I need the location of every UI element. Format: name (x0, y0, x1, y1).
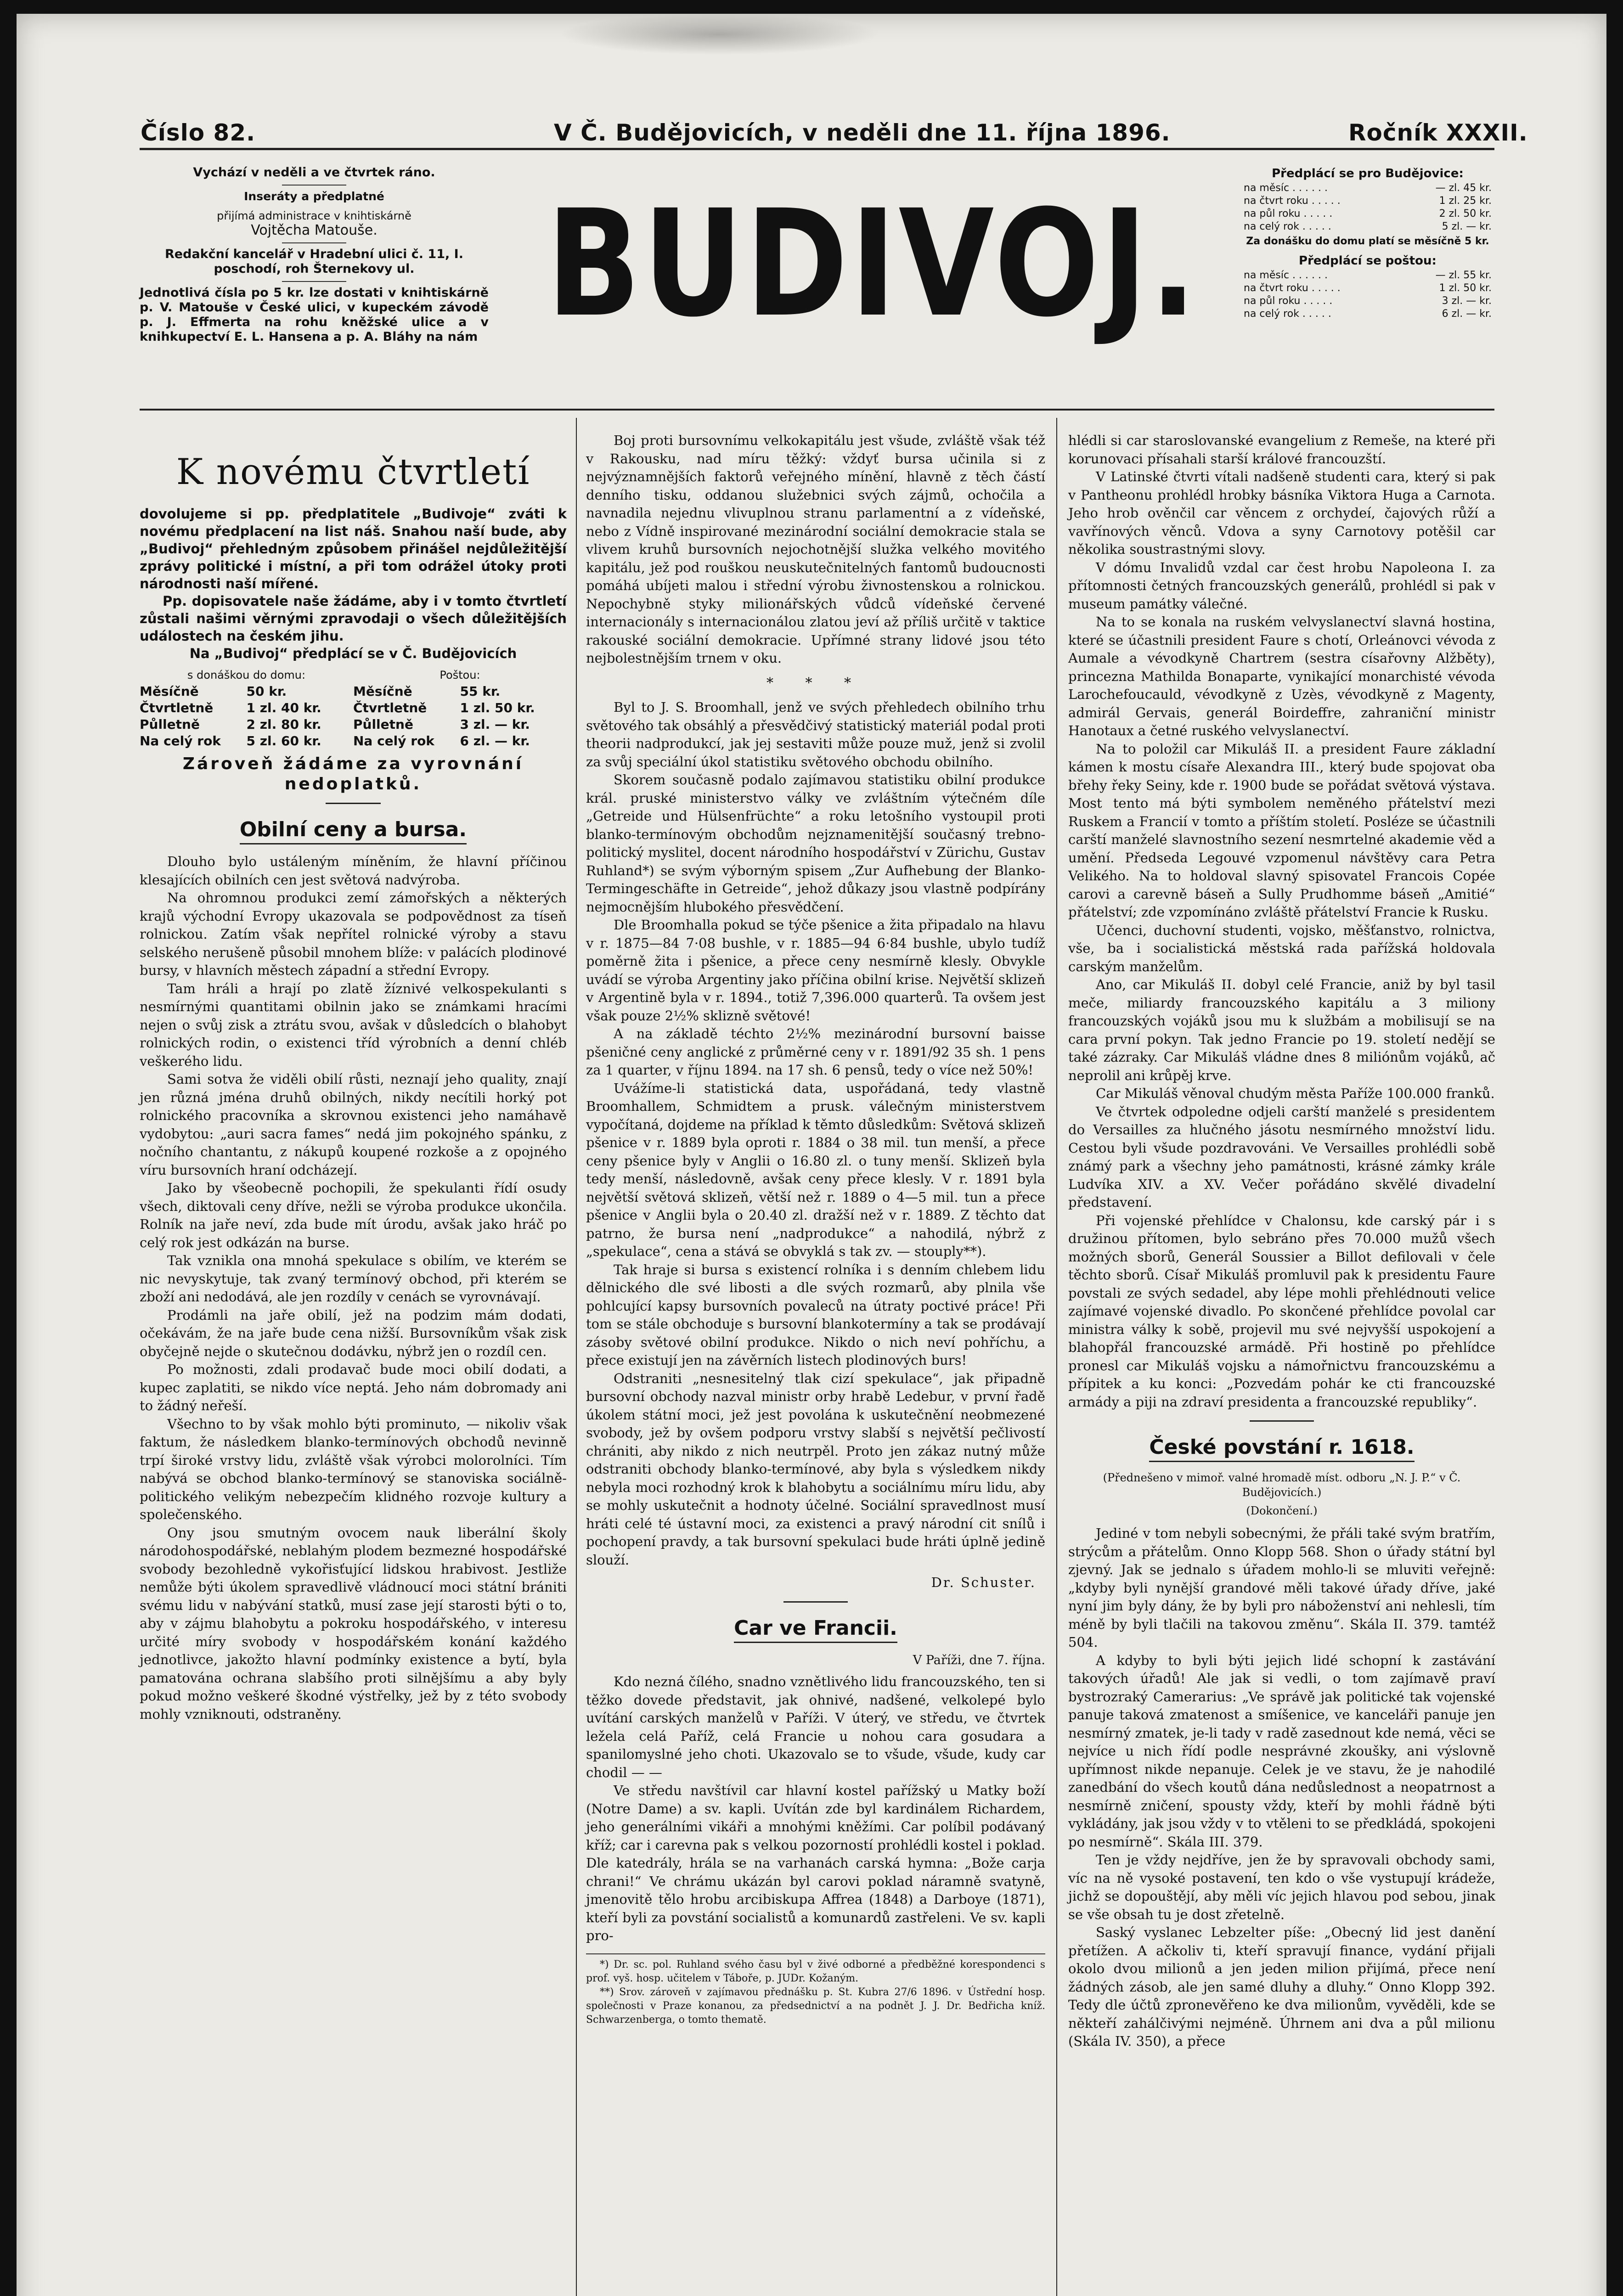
subscription-title: K novému čtvrtletí (176, 451, 530, 493)
footnote: *) Dr. sc. pol. Ruhland svého času byl v živé odborné a předběžné korespondenci s prof. vyš. hosp. učitelem v Táboře, p. JUDr. Kožaným. (586, 1958, 1045, 1984)
price-row (1244, 282, 1492, 295)
czar-article-title (586, 1616, 1045, 1640)
section-divider (783, 1601, 848, 1603)
article-paragraph: Ano, car Mikuláš II. dobyl celé Francie, aniž by byl tasil meče, miliardy francouzského kapitálu a 3 miliony francouzských vojáků jsou mu k službám a mobilisují se na cara první pokyn. Tak jedno Francie po 19. století nedějí se také zázraky. Car Mikuláš vládne dnes 8 miliónům vojáků, ač neprolil ani krůpěj krve. (1068, 977, 1495, 1083)
price-table-row (140, 700, 567, 716)
divider (282, 242, 346, 243)
czar-article-body (586, 1673, 1045, 1945)
post-price-list (1244, 269, 1492, 321)
price-row (1244, 220, 1492, 233)
price-row (1244, 269, 1492, 282)
appeal-call: Na „Budivoj“ předplácí se v Č. Budějovicích (189, 646, 517, 661)
article-paragraph: V Latinské čtvrti vítali nadšeně studenti cara, který si pak v Pantheonu prohlédl hrobky básníka Viktora Huga a Carnota. Jeho hrob ověnčil car věncem z orchydeí, čajových růží a vavřínových věnců. Vdova a syny Carnotovy potěšil car několika soustrastnými slovy. (1068, 469, 1495, 557)
article-paragraph: Na to položil car Mikuláš II. a president Faure základní kámen k mostu císaře Alexandra III., který bude spojovat oba břehy řeky Seiny, kde r. 1900 bude se pořádat světová výstava. Most tento má býti symbolem neměného přátelství mezi Ruskem a Francií v tomto a příštím století. Posléze se účastnili carští manželé slavnostního sezení nesmrtelné akademie věd a umění. Předseda Legouvé vzpomenul návštěvy cara Petra Velikého. Na to holdoval slavný spisovatel Francois Copée carovi a carevně báseň a Sully Prudhomme báseň „Amitié“ přátelství; zde vzpomínáno zvláště přátelství Francie k Rusku. (1068, 741, 1495, 920)
article-paragraph: Dle Broomhalla pokud se týče pšenice a žita připadalo na hlavu v r. 1875—84 7·08 bushle, v r. 1885—94 6·84 bushle, ubylo tudíž poměrně žita i pšenice, a přece ceny nesmírně klesly. Obvykle uvádí se výroba Argentiny jako příčina obilní krise. Největší sklizeň v Argentině byla v r. 1894., totiž 7,396.000 quarterů. Ta ovšem jest však pouze 2½% sklizně světové! (586, 917, 1045, 1024)
price-rows (140, 683, 567, 749)
article-paragraph: Boj proti bursovnímu velkokapitálu jest všude, zvláště však též v Rakousku, nad míru těžký: vždyť bursa učinila si z nejvýznamnějších faktorů veřejného mínění, hlavně z těch částí denního tisku, oddanou služebnici svých zájmů, ochočila a navnadila nejednu vlivuplnou stranu parlamentní a z vídeňské, nebo z Vídně inspirované mezinárodní sociální demokracie stala se vlivem kruhů bursovních nejochotnější služka velkého movitého kapitálu, jež pod rouškou neuskutečnitelných fantomů budoucnosti pomáhá ubíjeti malou i střední výrobu živnostenskou a rolnickou. Nepochybně styky milionářských vůdců vídeňské červené internacionály s internacionálou zlatou jeví až příliš určitě v taktice rakouské sociální demokracie. Upřímné strany lidové jsou této nejbolestnějším trnem v oku. (586, 433, 1045, 666)
author-signature: Dr. Schuster. (931, 1575, 1036, 1590)
article-paragraph: Jediné v tom nebyli sobecnými, že přáli také svým bratřím, strýcům a přátelům. Onno Klopp 568. Shon o úřady státní byl zjevný. Jak se jednalo s úřadem mohlo-li se mluviti veřejně: „kdyby byli nynější grandové měli takové úřady dříve, jaké nyní jim byly dány, že by byli pro náboženství ani nehlesli, tím méně by byli tlačili na takovou změnu“. Skála II. 379. tamtéž 504. (1068, 1525, 1495, 1650)
article-paragraph: Na to se konala na ruském velvyslanectví slavná hostina, které se účastnili president Faure s chotí, Orleánovci vévoda z Aumale a vévodkyně Chartrem (sestra císařovny Alžběty), princezna Mathilda Bonaparte, vynikající monarchisté vévoda Larochefoucauld, vévodkyně z Uzès, vévodkyně z Magenty, admirál Gervais, generál Boirdeffre, zahraniční ministr Hanotaux a četné ruského velvyslanectví. (1068, 614, 1495, 738)
price-value: 2 zl. 50 kr. (1439, 208, 1492, 219)
price-table-row (140, 716, 567, 733)
divider (282, 185, 346, 186)
price-table-row (140, 683, 567, 700)
article-paragraph: Byl to J. S. Broomhall, jenž ve svých přehledech obilního trhu světového tak obsáhlý a přesvědčivý statistický materiál podal proti theorii nadprodukcí, jak jej sestaviti může pouze muž, jenž si zvolil za svůj speciální úkol statistiku světového obchodu obilního. (586, 699, 1045, 770)
price-amount: 1 zl. 50 kr. (460, 700, 535, 715)
price-amount: 50 kr. (246, 684, 287, 699)
header-rule (140, 148, 1494, 150)
header-dateline: V Č. Budějovicích, v neděli dne 11. října 1896. (554, 119, 1171, 146)
printer-name: Vojtěcha Matouše. (251, 222, 378, 238)
article-paragraph: Kdo nezná čílého, snadno vznětlivého lidu francouzského, ten si těžko dovede představit, jak ohnivé, nadšené, velkolepé bylo uvítání carských manželů v Paříži. V úterý, ve středu, ve čtvrtek ležela celá Paříž, celá Francie u nohou cara gosudara a spanilomyslné jeho choti. Ukazovalo se to všude, všude, kudy car chodil — — (586, 1674, 1045, 1780)
article-paragraph: A kdyby to byli býti jejich lidé schopní k zastávání takových úřadů! Ale jak si vedli, o tom zajímavě praví bystrozraký Camerarius: „Ve správě jak politické tak vojenské panuje taková zmatenost a smíšenice, ve kanceláři panuje jen nesmírný zmatek, je-li tady v radě zasednout kde nemá, věci se nejvíce u nich řídí podle nesprávné zkoušky, ani výslovně upřímnost nikde nepanuje. Celek je ve stavu, že je nahodilé zanedbání do všech koutů dána nedůslednost a neopatrnost a nesmírně zničení, spousty vždy, kteří by mohli řádně býti vykládány, jak jsou vždy v to vtěleni to se předkládá, spokojeni po nesmírně“. Skála III. 379. (1068, 1652, 1495, 1850)
column-3 (1068, 432, 1495, 2051)
publish-schedule: Vychází v neděli a ve čtvrtek ráno. (193, 165, 435, 180)
article-paragraph: Prodámli na jaře obilí, jež na podzim mám dodati, očekávám, že na jaře bude cena nižší. Bursovníkům však zisk obyčejně nejde o skutečnou dodávku, nýbrž jen o rozdíl cen. (140, 1307, 567, 1359)
single-copies-info: Jednotlivá čísla po 5 kr. lze dostati v knihtiskárně p. V. Matouše v České ulici, v kupeckém závodě p. J. Effmerta na rohu kněžské ulice a v knihkupectví E. L. Hansena a p. A. Bláhy na nám (140, 286, 489, 344)
price-label: na celý rok . . . . . (1244, 308, 1331, 320)
article-paragraph: Uvážíme-li statistická data, uspořádaná, tedy vlastně Broomhallem, Schmidtem a prusk. válečným ministerstvem vypočítaná, dojdeme na příklad k těmto důsledkům: Světová sklizeň pšenice v r. 1889 byla oproti r. 1884 o 38 mil. tun menší, a přece ceny pšenice byly v Anglii o 16.80 zl. o tuny menší. Sklizeň byla tedy menší, následovně, avšak ceny přece klesly. V r. 1891 byla největší světová sklizeň, větší než r. 1889 o 4—5 mil. tun a přece pšenice v Anglii byla o 20.40 zl. dražší než v r. 1889. Z těchto dat patrno, že bursa není „nadprodukce“ a nahodilá, nýbrž z „spekulace“, cena a stává se obvyklá s tak zv. — stouply**). (586, 1080, 1045, 1259)
column-rule-2 (1056, 418, 1057, 2296)
uprising-title-text: České povstání r. 1618. (1149, 1435, 1414, 1462)
ads-heading: Inseráty a předplatné (244, 190, 384, 203)
price-label: na čtvrt roku . . . . . (1244, 195, 1341, 207)
price-period: Půlletně (140, 717, 200, 732)
price-period: Měsíčně (353, 684, 412, 699)
article-paragraph: Odstraniti „nesnesitelný tlak cizí spekulace“, jak připadně bursovní obchody nazval ministr orby hrabě Ledebur, v první řadě úkolem státní moci, jež jest povolána k uskutečnění neobmezené svobody, jež by ovšem podporu vrstvy slabší s největší pečlivostí chrániti, aby nikdo z nich neutrpěl. Proto jen zákaz nutný může odstraniti obchody blanko-termínové, aby byla s výsledkem nikdy nebyla moci rozhodný krok k blahobytu a sociálnímu míru lidu, aby se mohly uskutečnit a hodnoty účelné. Sociální spravedlnost musí hráti celé té ústavní moci, za existenci a pravý národní cit snílů i pochopení pravdy, a tak bursovní spekulaci bude hráti úplně jedině slouží. (586, 1370, 1045, 1568)
article-paragraph: Car Mikuláš věnoval chudým města Paříže 100.000 franků. (1096, 1086, 1495, 1101)
price-label: na čtvrt roku . . . . . (1244, 282, 1341, 294)
price-value: 3 zl. — kr. (1442, 295, 1492, 307)
price-period: Měsíčně (140, 684, 199, 699)
article-paragraph: Při vojenské přehlídce v Chalonsu, kde carský pár i s družinou přítomen, bylo sebráno přes 70.000 mužů všech možných sborů, Generál Soussier a Billot defilovali v čele těchto sborů. Císař Mikuláš promluvil pak k presidentu Faure povstali ze svých sedadel, aby lépe mohli přehlédnouti velice zajímavé vojenské divadlo. Po skončené přehlídce povolal car ministra války k sobě, projevil mu své nejvyšší uspokojení a blahopřál francouzské armádě. Při hostině po přehlídce pronesl car Mikuláš vojsku a námořnictvu francouzskému a přípitek a ku konci: „Pozvedám pohár ke cti francouzské armády a piji na zdraví presidenta a francouzské republiky“. (1068, 1212, 1495, 1410)
price-value: — zl. 45 kr. (1435, 182, 1492, 194)
uprising-title (1068, 1435, 1495, 1459)
volume-number: Ročník XXXII. (1348, 119, 1528, 146)
price-amount: 2 zl. 80 kr. (246, 717, 321, 732)
price-value: 6 zl. — kr. (1442, 308, 1492, 320)
price-header-delivery: s donáškou do domu: (187, 669, 306, 681)
section-divider (1250, 1420, 1314, 1422)
article-paragraph: Skorem současně podalo zajímavou statistiku obilní produkce král. pruské ministerstvo války ve zvláštním výtečném díle „Getreide und Hülsenfrüchte“ a roku letošního vystoupil proti blanko-termínovým obchodům nejznamenitější současný trebno-politický myslitel, docent národního hospodářství v Zürichu, Gustav Ruhland*) se svým výborným spisem „Zur Aufhebung der Blanko-Termingeschäfte in Getreide“, jehož důkazy jsou vlastně podpírány nejmocnějším hlubokého přesvědčení. (586, 772, 1045, 915)
article-paragraph: Sami sotva že viděli obilí růsti, neznají jeho quality, znají jen různá jména druhů obilných, nikdy necítili horký pot rolnického pracovníka a skrovnou existenci jeho namáhavě vydobytou: „auri sacra fames“ nedá jim pokojného spánku, z nočního chantantu, z nákupů koupené rozkoše a z opojného víru bursovních hraní odcházejí. (140, 1071, 567, 1178)
column-1 (140, 432, 567, 1723)
footnotes (586, 1953, 1045, 2027)
price-period: Čtvrtletně (353, 700, 427, 715)
price-row (1244, 308, 1492, 321)
grain-article-title-text: Obilní ceny a bursa. (240, 818, 467, 844)
local-price-list (1244, 182, 1492, 233)
article-paragraph: Tam hráli a hrají po zlatě žíznivé velkospekulanti s nesmírnými quantitami obilnin jako se známkami hracími nejen o svůj zisk a ztrátu svou, avšak v důsledcích o blahobyt rolnických rodin, o existenci tříd výrobních a denní chléb veškerého lidu. (140, 980, 567, 1069)
price-row (1244, 208, 1492, 220)
uprising-subnote: (Přednešeno v mimoř. valné hromadě míst. odboru „N. J. P.“ v Č. Budějovicích.) (1103, 1471, 1461, 1499)
price-table (140, 667, 567, 749)
article-paragraph: Ve středu navštívil car hlavní kostel pařížský u Matky boží (Notre Dame) a sv. kapli. Uvítán zde byl kardinálem Richardem, jeho generálními vikáři a mnohými kněžími. Car políbil podávaný kříž; car i carevna pak s velkou pozorností prohlédli kostel i poklad. Dle katedrály, hrála se na varhanách carská hymna: „Bože carja chrani!“ Ve chrámu ukázán byl carovi poklad náramně svatyně, jmenovitě tělo hrobu arcibiskupa Affrea (1848) a Darboye (1871), kteří byli za povstání socialistů a komunardů zastřeleni. Ve sv. kapli pro- (586, 1783, 1045, 1943)
price-value: — zl. 55 kr. (1435, 270, 1492, 281)
section-stars: * * * (766, 675, 865, 691)
price-amount: 6 zl. — kr. (460, 733, 530, 748)
masthead-rule (140, 409, 1494, 411)
price-period: Čtvrtletně (140, 700, 214, 715)
price-label: na celý rok . . . . . (1244, 221, 1331, 232)
price-value: 1 zl. 25 kr. (1439, 195, 1492, 207)
masthead-title: BUDIVOJ. (547, 179, 1199, 349)
price-label: na měsíc . . . . . . (1244, 182, 1328, 194)
arrears-request: Zároveň žádáme za vyrovnání nedoplatků. (182, 754, 524, 793)
price-amount: 55 kr. (460, 684, 501, 699)
article-paragraph: Ten je vždy nejdříve, jen že by spravovali obchody sami, víc na ně vysoké postavení, ten kdo o vše vystupují krádeže, jichž se dopouštějí, aby měli víc jejich hlavou pod sebou, jinak se vše obsah tu je dost zřetelně. (1068, 1852, 1495, 1922)
article-paragraph: Dlouho bylo ustáleným míněním, že hlavní příčinou klesajících obilních cen jest světová nadvýroba. (140, 854, 567, 888)
article-paragraph: Tak hraje si bursa s existencí rolníka i s denním chlebem lidu dělnického dle své libosti a dle svých rozmarů, aby plnila vše pohlcující kapsy bursovních povaleců na útraty poctivé práce! Při tom se stále obchoduje s bursovní blankotermíny a tak se prodávají zásoby světové obilní produkce. Nikdo o nich neví pohříchu, a přece existují jen na závěrních listech plodinových burs! (586, 1261, 1045, 1368)
footnote: **) Srov. zároveň v zajímavou přednášku p. St. Kubra 27/6 1896. v Ústřední hosp. společnosti v Praze konanou, za předsednictví a na podnět J. J. Dr. Bedřicha kníž. Schwarzenberga, o tomto thematě. (586, 1986, 1045, 2026)
bursa-article-cont (586, 432, 1045, 668)
price-label: na měsíc . . . . . . (1244, 270, 1328, 281)
price-row (1244, 295, 1492, 308)
publisher-info (140, 165, 489, 349)
subscription-prices (1244, 165, 1492, 321)
article-paragraph: Ve čtvrtek odpoledne odjeli carští manželé s presidentem do Versailles za hlučného jásotu nesmírného množství lidu. Cestou byli všude pozdravováni. Ve Versailles prohlédli sobě známý park a všechny jeho památnosti, krásné zámky krále Ludvíka XIV. a XV. Večer pořádáno skvělé divadelní představení. (1068, 1103, 1495, 1210)
article-paragraph: Saský vyslanec Lebzelter píše: „Obecný lid jest danění přetížen. A ačkoliv ti, kteří spravují finance, vydání přijali okolo dvou milionů a jen jeden milion přijímá, přece není žádných zásob, ale jen samé dluhy a dluhy.“ Onno Klopp 392. Tedy dle účtů zpronevěřeno ke dva milionům, vyvěděli, kde se někteří zahálčivými nejméně. Úhrnem ani dva a půl milionu (Skála IV. 350), a přece (1068, 1925, 1495, 2049)
price-period: Půlletně (353, 717, 413, 732)
article-paragraph: Všechno to by však mohlo býti prominuto, — nikoliv však faktum, že následkem blanko-termínových obchodů nevinně trpí široké vrstvy lidu, zvláště však výrobci molorolníci. Tím nabývá se obchod blanko-termínový se stanoviska sociálně-politického velikým nebezpečím klidného rozvoje kultury a společenského. (140, 1416, 567, 1522)
price-row (1244, 182, 1492, 195)
czar-article-title-text: Car ve Francii. (734, 1616, 897, 1643)
price-amount: 3 zl. — kr. (460, 717, 530, 732)
article-paragraph: Na ohromnou produkci zemí zámořských a některých krajů východní Evropy ukazovala se podpovědnost za tíseň rolnickou. Zatím však nepřítel rolnické výroby a stavu selského nerušeně působil mnohem blíže: v palácích plodinové bursy, v hlavních městech západní a střední Evropy. (140, 890, 567, 978)
price-value: 5 zl. — kr. (1442, 221, 1492, 232)
price-table-row (140, 733, 567, 749)
print-smudge (558, 14, 880, 55)
czar-dateline: V Paříži, dne 7. října. (913, 1653, 1045, 1667)
grain-article-body (140, 853, 567, 1723)
local-heading: Předplácí se pro Budějovice: (1272, 167, 1464, 180)
article-paragraph: Tak vznikla ona mnohá spekulace s obilím, ve kterém se nic nevyskytuje, tak zvaný termínový obchod, při kterém se zboží ani nedodává, ale jen rozdíly v cenách se vyrovnávají. (140, 1253, 567, 1305)
column-rule-1 (576, 418, 577, 2296)
price-label: na půl roku . . . . . (1244, 295, 1333, 307)
newspaper-page (17, 14, 1606, 2296)
czar-article-cont (1068, 432, 1495, 1411)
price-row (1244, 195, 1492, 208)
price-period: Na celý rok (353, 733, 434, 748)
column-2 (586, 432, 1045, 2027)
price-amount: 1 zl. 40 kr. (246, 700, 321, 715)
price-label: na půl roku . . . . . (1244, 208, 1333, 219)
office-address: Redakční kancelář v Hradební ulici č. 11, I. poschodí, roh Šternekovy ul. (165, 247, 463, 276)
article-paragraph: hlédli si car staroslovanské evangelium z Remeše, na které při korunovaci přísahali starší králové francouzští. (1068, 433, 1495, 467)
appeal-text: dovolujeme si pp. předplatitele „Budivoje“ zváti k novému předplacení na list náš. Snahou naší bude, aby „Budivoj“ přehledným způsobem přinášel nejdůležitější zprávy politické i místní, a při tom odrážel útoky proti národnosti naší mířené. (140, 506, 567, 591)
delivery-note: Za donášku do domu platí se měsíčně 5 kr. (1246, 236, 1489, 247)
post-heading: Předplácí se poštou: (1299, 254, 1437, 268)
price-header-post: Poštou: (440, 669, 480, 681)
section-divider (326, 803, 381, 804)
divider (282, 281, 346, 282)
uprising-continued: (Dokončení.) (1246, 1504, 1318, 1517)
article-paragraph: Jako by všeobecně pochopili, že spekulanti řídí osudy všech, diktovali ceny dříve, nežli se výroba produkce ukončila. Rolník na jaře neví, zda bude mít úrodu, avšak jako hráč po celý rok jest odkázán na burse. (140, 1180, 567, 1250)
subscription-appeal (140, 505, 567, 662)
uprising-body (1068, 1525, 1495, 2051)
appeal-text-2: Pp. dopisovatele naše žádáme, aby i v tomto čtvrtletí zůstali našimi věrnými zpravodaji o všech důležitějších událostech na českém jihu. (140, 593, 567, 644)
article-paragraph: A na základě téchto 2½% mezinárodní bursovní baisse pšeničné ceny anglické z průměrné ceny v r. 1891/92 35 sh. 1 pens za 1 quarter, v říjnu 1894. na 17 sh. 6 pensů, tedy o více než 50%! (586, 1026, 1045, 1078)
price-table-header (140, 667, 567, 683)
grain-article-title (140, 818, 567, 842)
article-paragraph: Učenci, duchovní studenti, vojsko, měšťanstvo, rolnictva, vše, ba i socialistická městská rada pařížská holdovala carským manželům. (1068, 922, 1495, 974)
ads-text: přijímá administrace v knihtiskárně (217, 209, 411, 222)
price-value: 1 zl. 50 kr. (1439, 282, 1492, 294)
price-amount: 5 zl. 60 kr. (246, 733, 321, 748)
article-paragraph: V dómu Invalidů vzdal car čest hrobu Napoleona I. za přítomnosti četných francouzských generálů, prohlédl si pak v museum památky válečné. (1068, 559, 1495, 612)
bursa-statistics (586, 698, 1045, 1569)
article-paragraph: Ony jsou smutným ovocem nauk liberální školy národohospodářské, neblahým plodem bezmezné hospodářské svobody bezohledně vykořisťující lidskou hrabivost. Jestliže nemůže býti úkolem spravedlivě vládnoucí moci státní brániti svému lidu v nabývání statků, musí zase její starosti býti o to, aby v zájmu blahobytu a pokroku hospodářského, v interesu určité míry svobody v hospodářském konání každého jednotlivce, jakožto hlavní podmínky existence a bytí, byla pamatována ochrana slabšího proti silnějšímu a aby byly pokud možno veškeré škodné výstřelky, jež by z této svobody mohly vzniknouti, odstraněny. (140, 1525, 567, 1722)
issue-number: Číslo 82. (141, 119, 256, 146)
article-paragraph: Po možnosti, zdali prodavač bude moci obilí dodati, a kupec zaplatiti, se nikdo více neptá. Jeho nám dobromady ani to žádný neřeší. (140, 1362, 567, 1413)
price-period: Na celý rok (140, 733, 221, 748)
